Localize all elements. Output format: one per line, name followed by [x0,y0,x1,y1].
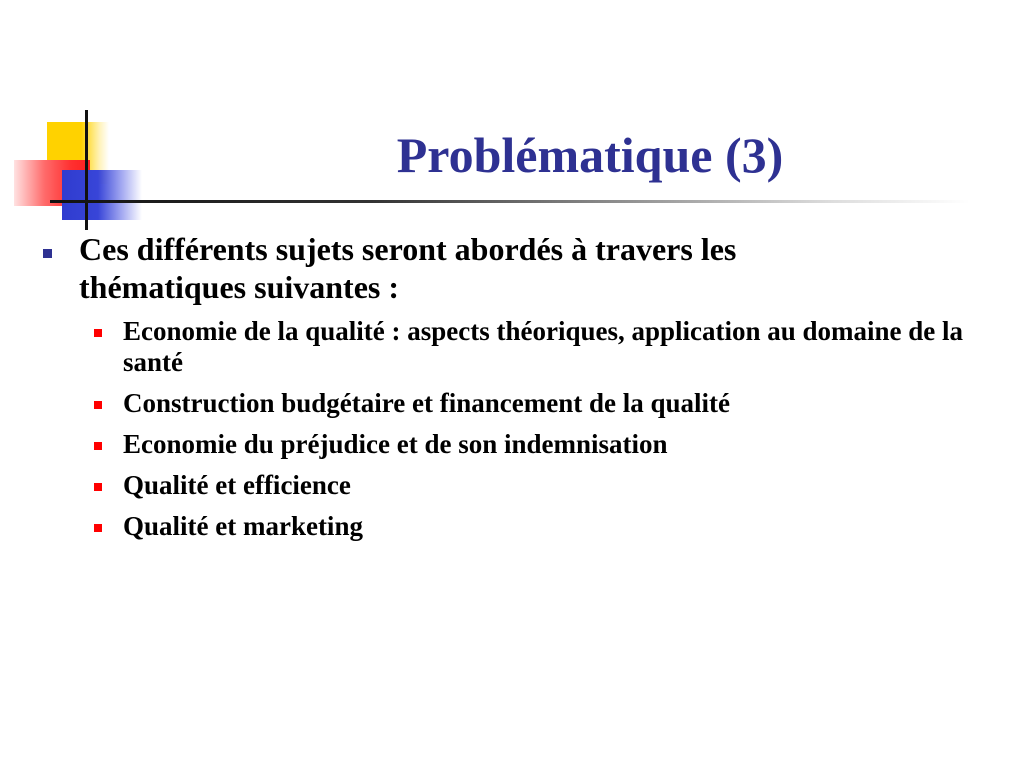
square-bullet-icon [94,483,102,491]
decorative-blue-square [62,170,142,220]
square-bullet-icon [43,249,52,258]
bullet-text: Ces différents sujets seront abordés à travers les thématiques suivantes : [79,231,737,305]
square-bullet-icon [94,442,102,450]
bullet-item-level1 [0,230,900,306]
sub-bullet-text: Economie du préjudice et de son indemnisation [123,429,668,459]
sub-bullet-text: Economie de la qualité : aspects théoriques, application au domaine de la santé [123,316,964,377]
slide-content [0,230,1024,552]
sub-bullet-item [0,429,1000,460]
square-bullet-icon [94,524,102,532]
sub-bullet-text: Construction budgétaire et financement de la qualité [123,388,730,418]
sub-bullet-item [0,470,1000,501]
sub-bullet-item [0,316,1000,378]
square-bullet-icon [94,329,102,337]
sub-bullet-text: Qualité et efficience [123,470,351,500]
sub-bullet-list [0,316,1024,542]
title-underline [50,200,970,203]
sub-bullet-item [0,511,1000,542]
sub-bullet-text: Qualité et marketing [123,511,363,541]
sub-bullet-item [0,388,1000,419]
slide-title: Problématique (3) [396,127,784,183]
square-bullet-icon [94,401,102,409]
decorative-vertical-line [85,110,88,230]
